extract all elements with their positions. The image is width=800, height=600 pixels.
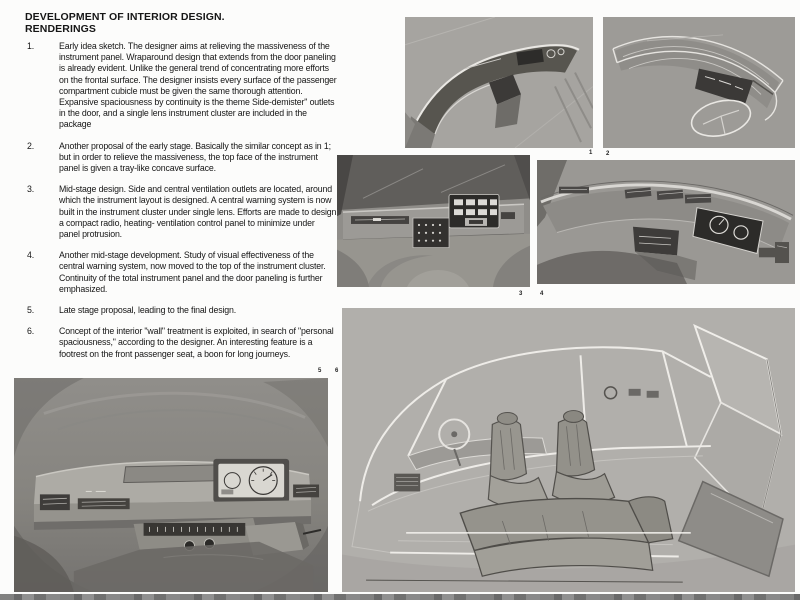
figure-4-midstage-image (537, 160, 795, 284)
dashboard-perspective-sketch (405, 17, 593, 148)
figure-5-latestage-image (14, 378, 328, 592)
figure-1-label: 1 (589, 150, 593, 156)
title-line-2: RENDERINGS (25, 22, 97, 35)
list-item (25, 41, 340, 131)
list-item-text: Another proposal of the early stage. Basically the similar concept as in 1; but in order to relieve the massiveness, the top face of the instrument panel is given a tray-like concave surface. (59, 140, 331, 174)
list-item (25, 326, 340, 360)
figure-5-label: 5 (318, 368, 322, 374)
list-item-number: 5. (27, 305, 35, 316)
list-item (25, 305, 340, 316)
text-column (25, 12, 340, 370)
title-line-1: DEVELOPMENT OF INTERIOR DESIGN. (25, 11, 225, 23)
list-item-text: Early idea sketch. The designer aims at relieving the massiveness of the instrument panel. Wraparound design that extends from the door paneling is already evident. Unlike the general trend of concentrating more efforts on the frontal surface. The designer insists every surface of the passenger compartment cubicle must be given the same thorough attention. Expansive spaciousness by continuity is the theme Side-demister" outlets in the door, and a single lens instrument cluster are included in the package (59, 41, 337, 130)
dashboard-wireframe-sketch (603, 17, 795, 148)
list-item-text: Mid-stage design. Side and central ventilation outlets are located, around which the instrument layout is designed. A central warning system is now built in the instrument cluster under single lens. Efforts are made to design a compact radio, heating- ventilation control panel to minimize under panel protrusion. (59, 184, 337, 240)
list-item-number: 6. (27, 326, 35, 337)
list-item-number: 1. (27, 41, 35, 51)
list-item (25, 184, 340, 240)
scan-edge-bar (0, 594, 800, 600)
list-item-number: 3. (27, 184, 35, 195)
figure-3-midstage-image (337, 155, 530, 287)
figure-2-label: 2 (606, 151, 610, 157)
dashboard-perspective-sketch (537, 160, 795, 284)
figure-2-early-sketch-image (603, 17, 795, 148)
list-item (25, 141, 340, 175)
list-item-text: Late stage proposal, leading to the final design. (59, 305, 237, 316)
list-item-text: Another mid-stage development. Study of visual effectiveness of the central warning system, now moved to the top of the instrument cluster. Continuity of the total instrument panel and the door paneling is further emphasized. (59, 250, 326, 294)
list-item-number: 2. (27, 140, 35, 151)
figure-6-label: 6 (335, 368, 339, 374)
figure-4-label: 4 (540, 291, 544, 297)
dashboard-dark-rendering (14, 378, 328, 592)
list-item-number: 4. (27, 250, 35, 261)
dashboard-front-view-sketch (337, 155, 530, 287)
list-item (25, 250, 340, 295)
numbered-list (25, 41, 340, 360)
list-item-text: Concept of the interior "wall" treatment is exploited, in search of "personal spaciousness," according to the designer. An interesting feature is a footrest on the front passenger seat, a boon for long journeys. (59, 326, 334, 359)
figure-1-early-sketch-image (405, 17, 593, 148)
figure-6-interior-cutaway-image (342, 308, 795, 592)
figure-3-label: 3 (519, 291, 523, 297)
page-title (25, 12, 340, 35)
car-interior-cutaway-sketch (342, 308, 795, 592)
